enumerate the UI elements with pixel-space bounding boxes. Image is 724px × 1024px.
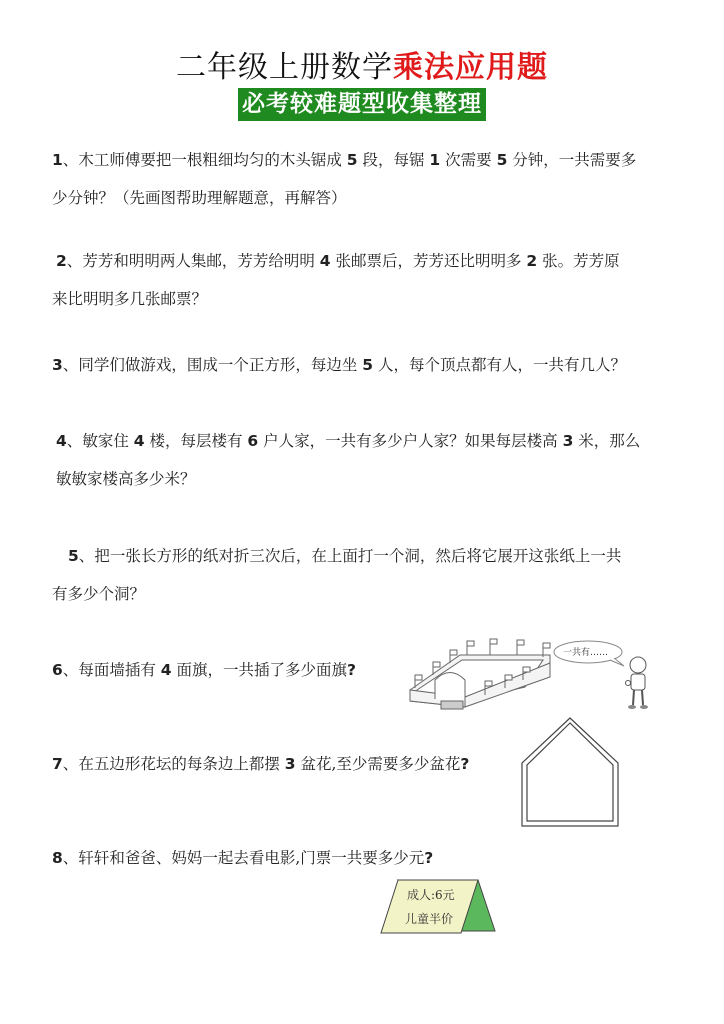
question-2: 2、芳芳和明明两人集邮，芳芳给明明 4 张邮票后，芳芳还比明明多 2 张。芳芳原 来比明明多几张邮票？ [52, 252, 620, 308]
question-7: 7、在五边形花坛的每条边上都摆 3 盆花,至少需要多少盆花? [52, 755, 470, 773]
ticket-adult-price: 成人:6元 [407, 888, 455, 902]
castle-wall-illustration [405, 635, 555, 715]
question-6: 6、每面墙插有 4 面旗，一共插了多少面旗? [52, 661, 356, 679]
question-1: 1、木工师傅要把一根粗细均匀的木头锯成 5 段，每锯 1 次需要 5 分钟，一共需要多 少分钟？（先画图帮助理解题意，再解答） [52, 151, 637, 207]
title-red: 乘法应用题 [393, 50, 548, 85]
page-title [0, 48, 724, 88]
pentagon-flowerbed-figure [515, 712, 625, 832]
question-3: 3、同学们做游戏，围成一个正方形，每边坐 5 人，每个顶点都有人，一共有几人？ [52, 356, 626, 374]
speech-bubble-text: 一共有…… [563, 648, 609, 658]
boy-icon [624, 655, 652, 710]
subtitle-banner: 必考较难题型收集整理 [238, 88, 486, 121]
question-number: 1 [52, 151, 63, 169]
question-4: 4、敏家住 4 楼，每层楼有 6 户人家，一共有多少户人家？如果每层楼高 3 米，那么 敏敏家楼高多少米？ [56, 432, 641, 488]
title-black: 二年级上册数学 [176, 50, 393, 85]
question-8: 8、轩轩和爸爸、妈妈一起去看电影,门票一共要多少元? [52, 849, 434, 867]
ticket-child-price: 儿童半价 [405, 912, 454, 926]
question-5: 5、把一张长方形的纸对折三次后，在上面打一个洞，然后将它展开这张纸上一共 有多少个洞？ [52, 547, 622, 603]
